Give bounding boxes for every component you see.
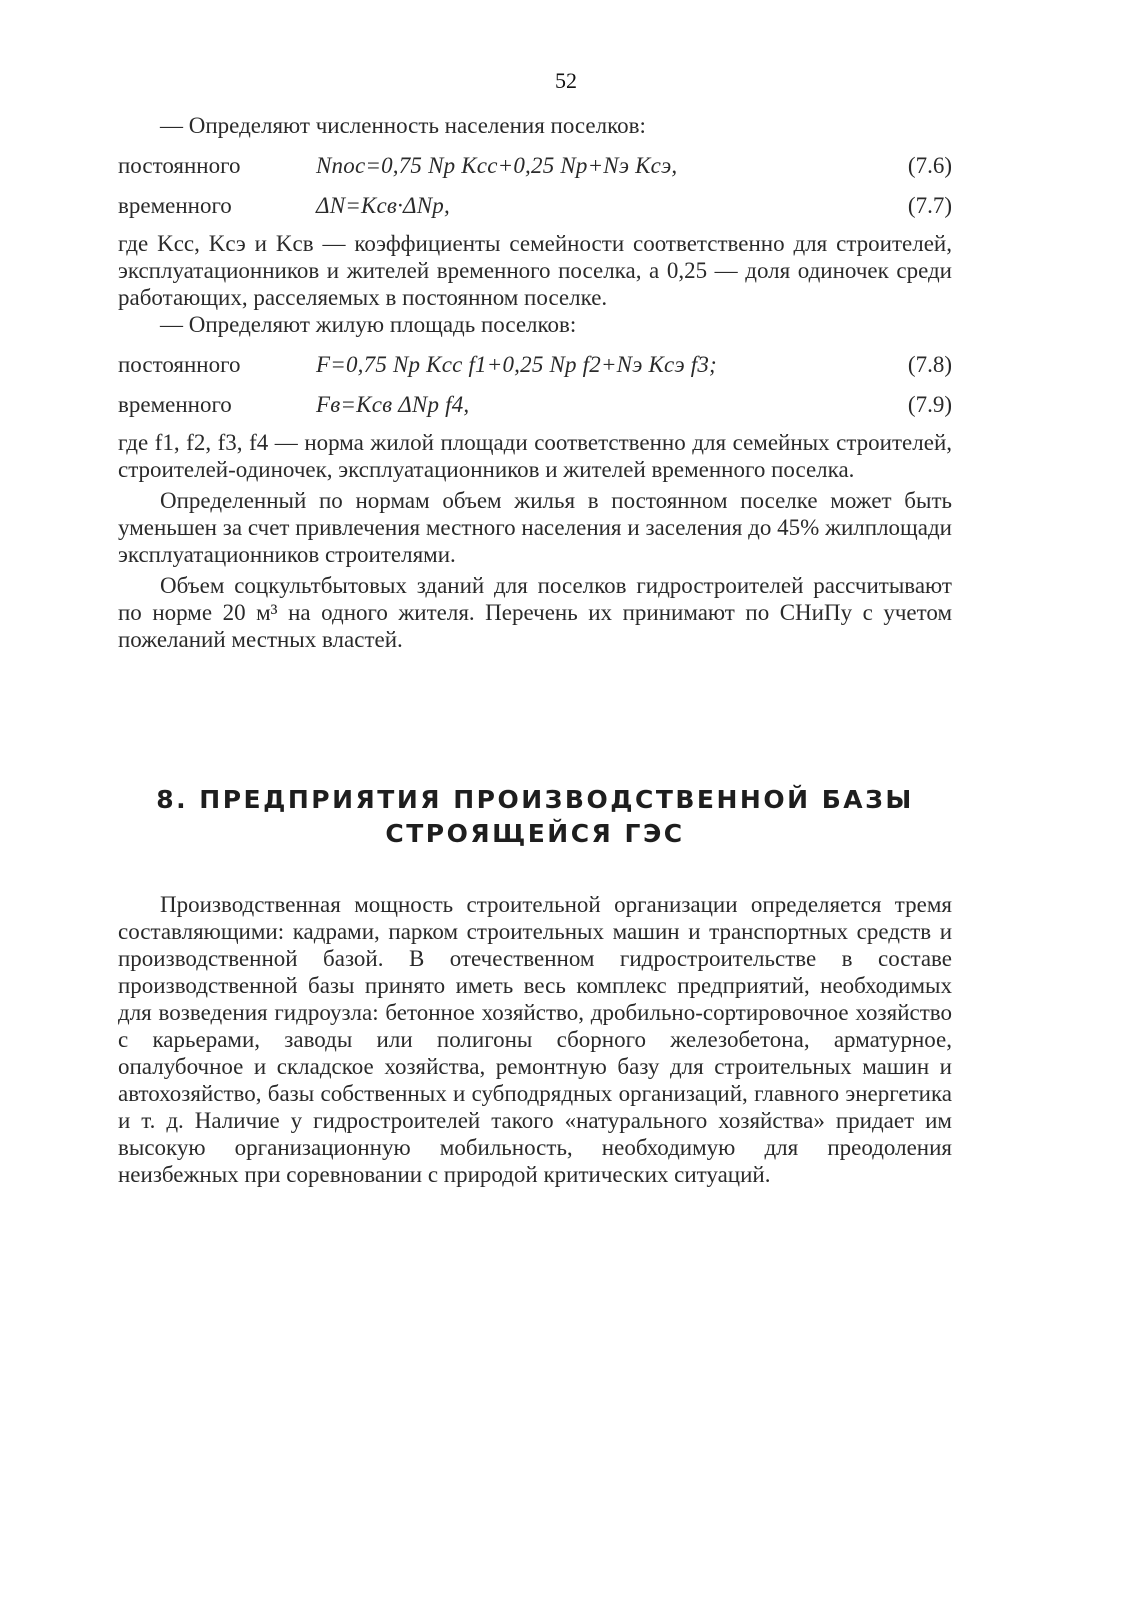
- equation-formula: ΔN=Kсв·ΔNр,: [316, 193, 450, 218]
- equation-7-8: [118, 351, 952, 378]
- intro-population: — Определяют численность населения поселков:: [160, 113, 646, 138]
- equation-number: (7.8): [907, 352, 952, 377]
- section-title: [118, 783, 952, 851]
- equation-formula: F=0,75 Nр Kсс f1+0,25 Nр f2+Nэ Kсэ f3;: [316, 352, 717, 377]
- equation-number: (7.9): [907, 392, 952, 417]
- paragraph-buildings: Объем соцкультбытовых зданий для поселков гидростроителей рассчитывают по норме 20 м³ на одного жителя. Перечень их принимают по СНиПу с учетом пожеланий местных властей.: [118, 573, 952, 652]
- equation-formula: Fв=Kсв ΔNр f4,: [316, 392, 470, 417]
- section-body: Производственная мощность строительной организации определяется тремя составляющими: кадрами, парком строительных машин и транспортных средств и производственной базой. В отечественном гидростроительстве в составе производственной базы принято иметь весь комплекс предприятий, необходимых для возведения гидроузла: бетонное хозяйство, дробильно-сортировочное хозяйство с карьерами, заводы или полигоны сборного железобетона, арматурное, опалубочное и складское хозяйства, ремонтную базу для строительных машин и автохозяйство, базы собственных и субподрядных организаций, главного энергетика и т. д. Наличие у гидростроителей такого «натурального хозяйства» придает им высокую организационную мобильность, необходимую для преодоления неизбежных при соревновании с природой критических ситуаций.: [118, 892, 952, 1187]
- equation-label: постоянного: [118, 352, 241, 377]
- equation-number: (7.6): [907, 153, 952, 178]
- section-title-line-1: 8. ПРЕДПРИЯТИЯ ПРОИЗВОДСТВЕННОЙ БАЗЫ: [156, 785, 914, 814]
- page-number: 52: [555, 68, 577, 93]
- equation-7-9: [118, 391, 952, 418]
- equation-label: временного: [118, 392, 232, 417]
- equation-7-7: [118, 192, 952, 219]
- intro-area: — Определяют жилую площадь поселков:: [160, 312, 577, 337]
- section-title-line-2: СТРОЯЩЕЙСЯ ГЭС: [385, 819, 685, 848]
- equation-formula: Nпос=0,75 Nр Kсс+0,25 Nр+Nэ Kсэ,: [316, 153, 678, 178]
- page-content: [118, 112, 952, 1188]
- where-norms: где f1, f2, f3, f4 — норма жилой площади соответственно для семейных строителей, строителей-одиночек, эксплуатационников и жителей временного поселка.: [118, 430, 952, 482]
- equation-label: постоянного: [118, 153, 241, 178]
- where-coefficients: где Kсс, Kсэ и Kсв — коэффициенты семейности соответственно для строителей, эксплуатационников и жителей временного поселка, а 0,25 — доля одиночек среди работающих, расселяемых в постоянном поселке.: [118, 231, 952, 310]
- equation-label: временного: [118, 193, 232, 218]
- paragraph-housing: Определенный по нормам объем жилья в постоянном поселке может быть уменьшен за счет привлечения местного населения и заселения до 45% жилплощади эксплуатационников строителями.: [118, 488, 952, 567]
- equation-number: (7.7): [907, 193, 952, 218]
- equation-7-6: [118, 152, 952, 179]
